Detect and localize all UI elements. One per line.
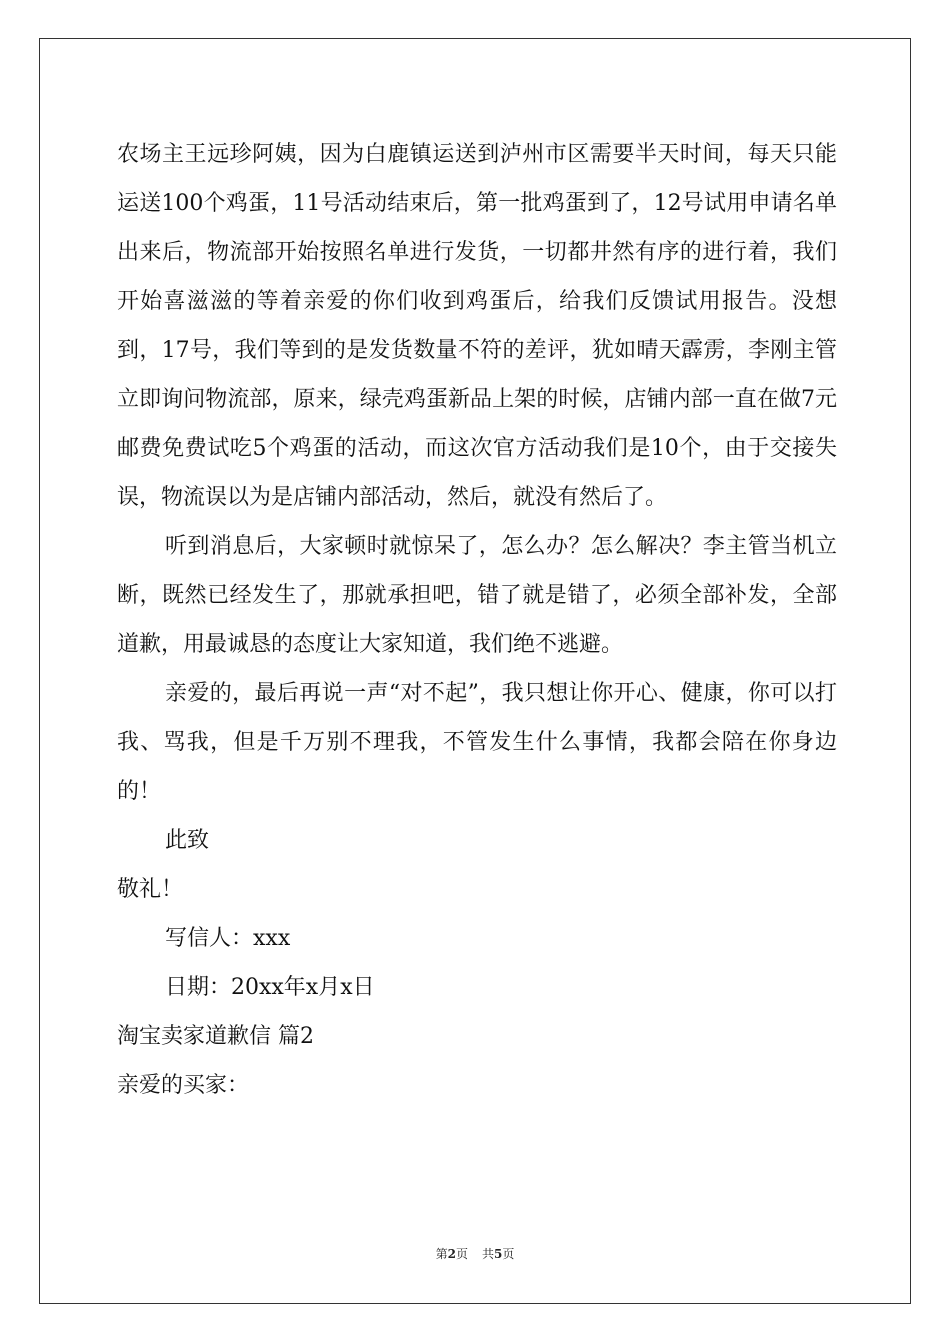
letter-date: 日期：20xx年x月x日 <box>165 975 375 1000</box>
paragraph-response: 听到消息后，大家顿时就惊呆了，怎么办？怎么解决？李主管当机立断，既然已经发生了，那就承担吧，错了就是错了，必须全部补发，全部道歉，用最诚恳的态度让大家知道，我们绝不逃避。 <box>117 534 837 657</box>
document-body <box>117 130 837 1110</box>
page-footer <box>0 1246 950 1262</box>
footer-page-current: 2 <box>447 1247 456 1261</box>
footer-page-unit: 页 <box>455 1247 468 1261</box>
footer-page-total: 5 <box>494 1247 503 1261</box>
closing-regards: 敬礼！ <box>117 877 184 902</box>
closing-salutation: 此致 <box>165 828 210 853</box>
paragraph-apology: 亲爱的，最后再说一声“对不起”，我只想让你开心、健康，你可以打我、骂我，但是千万别不理我，不管发生什么事情，我都会陪在你身边的！ <box>117 681 837 804</box>
footer-total-unit: 页 <box>502 1247 515 1261</box>
letter-writer: 写信人：xxx <box>165 926 291 951</box>
letter-greeting: 亲爱的买家： <box>117 1073 250 1098</box>
paragraph-delivery-story: 农场主王远珍阿姨，因为白鹿镇运送到泸州市区需要半天时间，每天只能运送100个鸡蛋，11号活动结束后，第一批鸡蛋到了，12号试用申请名单出来后，物流部开始按照名单进行发货，一切都井然有序的进行着，我们开始喜滋滋的等着亲爱的你们收到鸡蛋后，给我们反馈试用报告。没想到，17号，我们等到的是发货数量不符的差评，犹如晴天霹雳，李刚主管立即询问物流部，原来，绿壳鸡蛋新品上架的时候，店铺内部一直在做7元邮费免费试吃5个鸡蛋的活动，而这次官方活动我们是10个，由于交接失误，物流误以为是店铺内部活动，然后，就没有然后了。 <box>117 142 837 510</box>
footer-page-prefix: 第 <box>435 1247 448 1261</box>
section-title: 淘宝卖家道歉信 篇2 <box>117 1024 314 1049</box>
footer-total-prefix: 共 <box>482 1247 495 1261</box>
